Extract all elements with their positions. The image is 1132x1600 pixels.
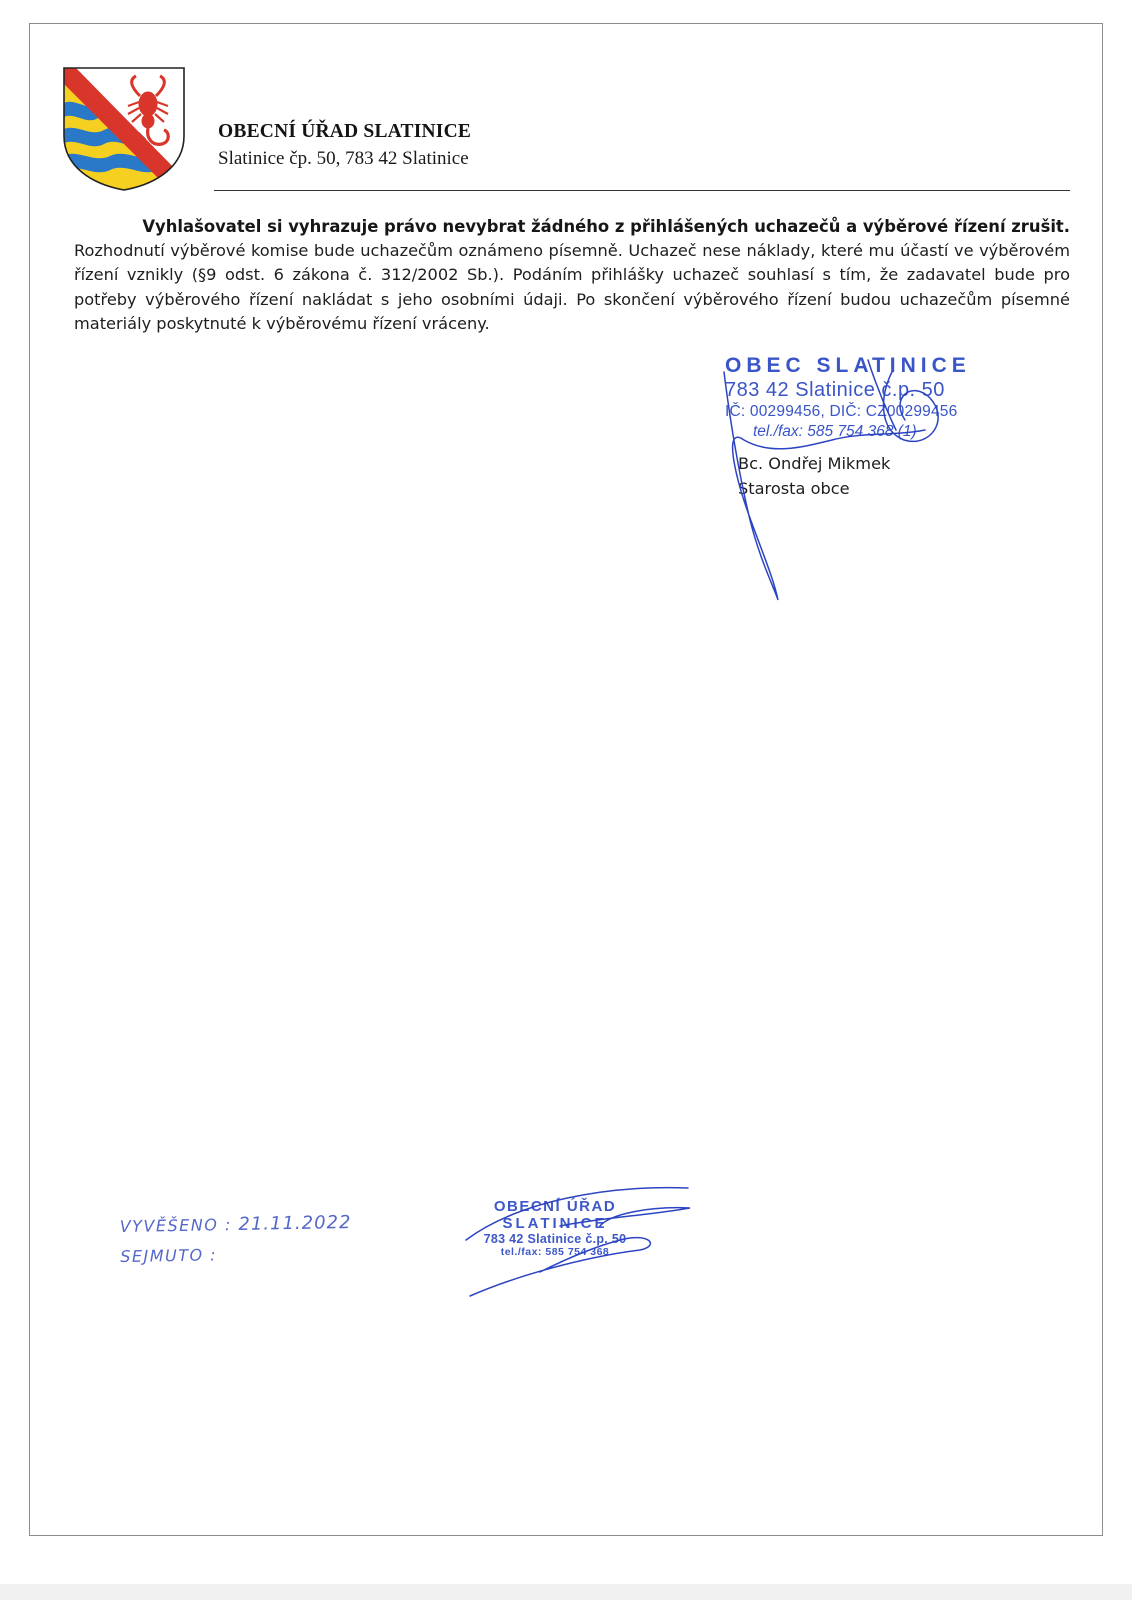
scan-bottom-margin [0, 1584, 1132, 1600]
signatory-name: Bc. Ondřej Mikmek [738, 454, 891, 473]
office-stamp-line4: tel./fax: 585 754 368 [500, 1246, 610, 1258]
signatory-block [738, 451, 890, 501]
posted-date: 21.11.2022 [238, 1211, 352, 1235]
header-divider [214, 190, 1070, 191]
stamp-line-phone: tel./fax: 585 754 368 (1) [753, 423, 917, 440]
notice-paragraph: Rozhodnutí výběrové komise bude uchazečům oznámeno písemně. Uchazeč nese náklady, které mu účastí ve výběrovém řízení vznikly (§9 odst. 6 zákona č. 312/2002 Sb.). Podáním přihlášky uchazeč souhlasí s tím, že zadavatel bude pro potřeby výběrového řízení nakládat s jeho osobními údaji. Po skončení výběrového řízení budou uchazečům písemné materiály poskytnuté k výběrovému řízení vráceny. [74, 241, 1070, 333]
office-stamp-line3: 783 42 Slatinice č.p. 50 [483, 1232, 627, 1246]
stamp-line-name: OBEC SLATINICE [725, 354, 971, 377]
office-stamp-line2: SLATINICE [502, 1215, 608, 1232]
notice-body [74, 215, 1070, 336]
removed-label: SEJMUTO : [120, 1245, 218, 1267]
coat-of-arms-icon [62, 66, 186, 192]
signatory-role: Starosta obce [738, 479, 850, 498]
office-stamp [455, 1198, 655, 1258]
posted-label: VYVĚŠENO : [119, 1215, 232, 1237]
stamp-line-address: 783 42 Slatinice č.p. 50 [725, 379, 945, 401]
office-title: OBECNÍ ÚŘAD SLATINICE [218, 121, 472, 142]
stamp-line-ids: IČ: 00299456, DIČ: CZ00299456 [725, 403, 958, 420]
handwritten-posting-note [119, 1208, 352, 1272]
municipal-stamp [725, 354, 985, 442]
notice-lead-statement: Vyhlašovatel si vyhrazuje právo nevybrat žádného z přihlášených uchazečů a výběrové řízení zrušit. [142, 217, 1070, 236]
office-address: Slatinice čp. 50, 783 42 Slatinice [218, 148, 469, 169]
office-stamp-line1: OBECNÍ ÚŘAD [493, 1198, 617, 1215]
